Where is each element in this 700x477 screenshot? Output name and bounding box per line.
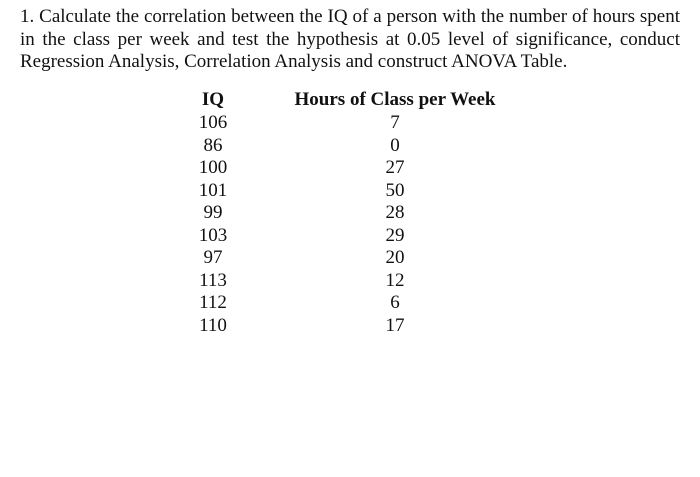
iq-cell: 103 bbox=[198, 224, 228, 246]
table-row bbox=[178, 180, 500, 203]
hours-cell: 17 bbox=[385, 314, 405, 336]
iq-cell: 100 bbox=[198, 157, 228, 178]
header-hours: Hours of Class per Week bbox=[294, 89, 496, 110]
table-row bbox=[178, 135, 500, 158]
iq-cell: 101 bbox=[198, 179, 228, 201]
hours-cell: 27 bbox=[385, 157, 405, 178]
iq-cell: 106 bbox=[198, 112, 228, 133]
iq-cell: 97 bbox=[203, 247, 223, 268]
hours-cell: 12 bbox=[385, 269, 405, 291]
iq-cell: 113 bbox=[199, 269, 227, 291]
table-row bbox=[178, 112, 500, 135]
table-row bbox=[178, 202, 500, 225]
iq-cell: 112 bbox=[199, 292, 227, 313]
iq-cell: 110 bbox=[199, 314, 227, 336]
hours-cell: 29 bbox=[385, 224, 405, 246]
header-gap bbox=[248, 88, 290, 112]
question-text: 1. Calculate the correlation between the IQ of a person with the number of hours spent in the class per week and test the hypothesis at 0.05 level of significance, conduct Regression Analysis, Correlation Analysis and construct ANOVA Table. bbox=[20, 6, 680, 72]
table-row bbox=[178, 292, 500, 315]
iq-cell: 99 bbox=[203, 202, 223, 223]
data-table bbox=[178, 88, 500, 337]
hours-cell: 50 bbox=[385, 179, 405, 201]
header-iq: IQ bbox=[201, 89, 225, 110]
table-row bbox=[178, 270, 500, 293]
table-header-row bbox=[178, 88, 500, 112]
table-row bbox=[178, 315, 500, 338]
hours-cell: 28 bbox=[385, 202, 405, 223]
table-row bbox=[178, 247, 500, 270]
hours-cell: 6 bbox=[390, 292, 400, 313]
table-row bbox=[178, 225, 500, 248]
hours-cell: 7 bbox=[390, 112, 400, 133]
iq-cell: 86 bbox=[203, 134, 223, 156]
hours-cell: 0 bbox=[390, 134, 400, 156]
hours-cell: 20 bbox=[385, 247, 405, 268]
table-row bbox=[178, 157, 500, 180]
